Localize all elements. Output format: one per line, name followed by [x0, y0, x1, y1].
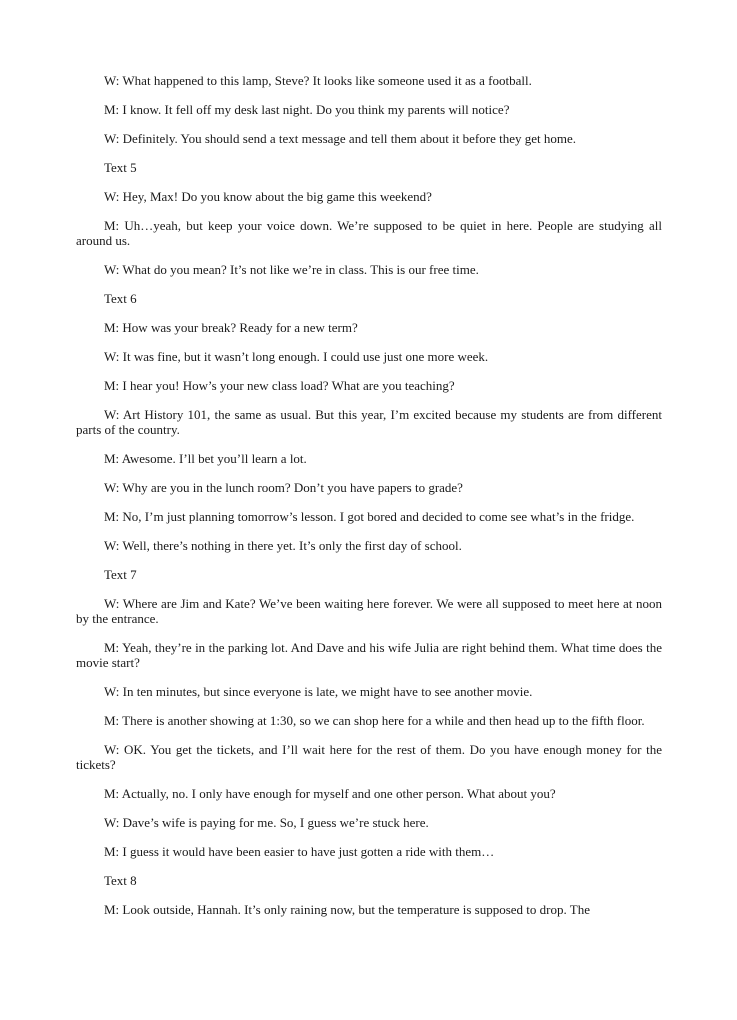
- dialogue-line: M: Yeah, they’re in the parking lot. And Dave and his wife Julia are right behind them. What time does the movie start?: [76, 640, 662, 670]
- dialogue-line: M: I hear you! How’s your new class load? What are you teaching?: [104, 378, 455, 393]
- dialogue-line: M: There is another showing at 1:30, so we can shop here for a while and then head up to the fifth floor.: [104, 713, 645, 728]
- dialogue-line: M: Look outside, Hannah. It’s only raining now, but the temperature is supposed to drop. The: [104, 902, 590, 917]
- dialogue-line: W: Art History 101, the same as usual. But this year, I’m excited because my students are from different parts of the country.: [76, 407, 662, 437]
- dialogue-line: M: I guess it would have been easier to have just gotten a ride with them…: [104, 844, 495, 859]
- section-heading: Text 6: [104, 291, 137, 306]
- dialogue-line: W: OK. You get the tickets, and I’ll wait here for the rest of them. Do you have enough money for the tickets?: [76, 742, 662, 772]
- dialogue-line: W: In ten minutes, but since everyone is late, we might have to see another movie.: [104, 684, 533, 699]
- dialogue-line: W: Dave’s wife is paying for me. So, I guess we’re stuck here.: [104, 815, 429, 830]
- dialogue-line: W: Well, there’s nothing in there yet. It’s only the first day of school.: [104, 538, 462, 553]
- dialogue-line: W: Definitely. You should send a text message and tell them about it before they get home.: [104, 131, 576, 146]
- dialogue-line: W: What do you mean? It’s not like we’re in class. This is our free time.: [104, 262, 479, 277]
- dialogue-line: W: Hey, Max! Do you know about the big game this weekend?: [104, 189, 432, 204]
- dialogue-line: W: Why are you in the lunch room? Don’t you have papers to grade?: [104, 480, 463, 495]
- section-heading: Text 8: [104, 873, 137, 888]
- dialogue-line: M: I know. It fell off my desk last night. Do you think my parents will notice?: [104, 102, 510, 117]
- dialogue-line: M: Awesome. I’ll bet you’ll learn a lot.: [104, 451, 307, 466]
- dialogue-line: M: Actually, no. I only have enough for myself and one other person. What about you?: [104, 786, 556, 801]
- dialogue-line: W: Where are Jim and Kate? We’ve been waiting here forever. We were all supposed to meet here at noon by the entrance.: [76, 596, 662, 626]
- document-body: [76, 73, 662, 931]
- dialogue-line: M: No, I’m just planning tomorrow’s lesson. I got bored and decided to come see what’s in the fridge.: [104, 509, 635, 524]
- dialogue-line: M: Uh…yeah, but keep your voice down. We’re supposed to be quiet in here. People are studying all around us.: [76, 218, 662, 248]
- section-heading: Text 5: [104, 160, 137, 175]
- section-heading: Text 7: [104, 567, 137, 582]
- dialogue-line: M: How was your break? Ready for a new term?: [104, 320, 358, 335]
- dialogue-line: W: What happened to this lamp, Steve? It looks like someone used it as a football.: [104, 73, 532, 88]
- dialogue-line: W: It was fine, but it wasn’t long enough. I could use just one more week.: [104, 349, 489, 364]
